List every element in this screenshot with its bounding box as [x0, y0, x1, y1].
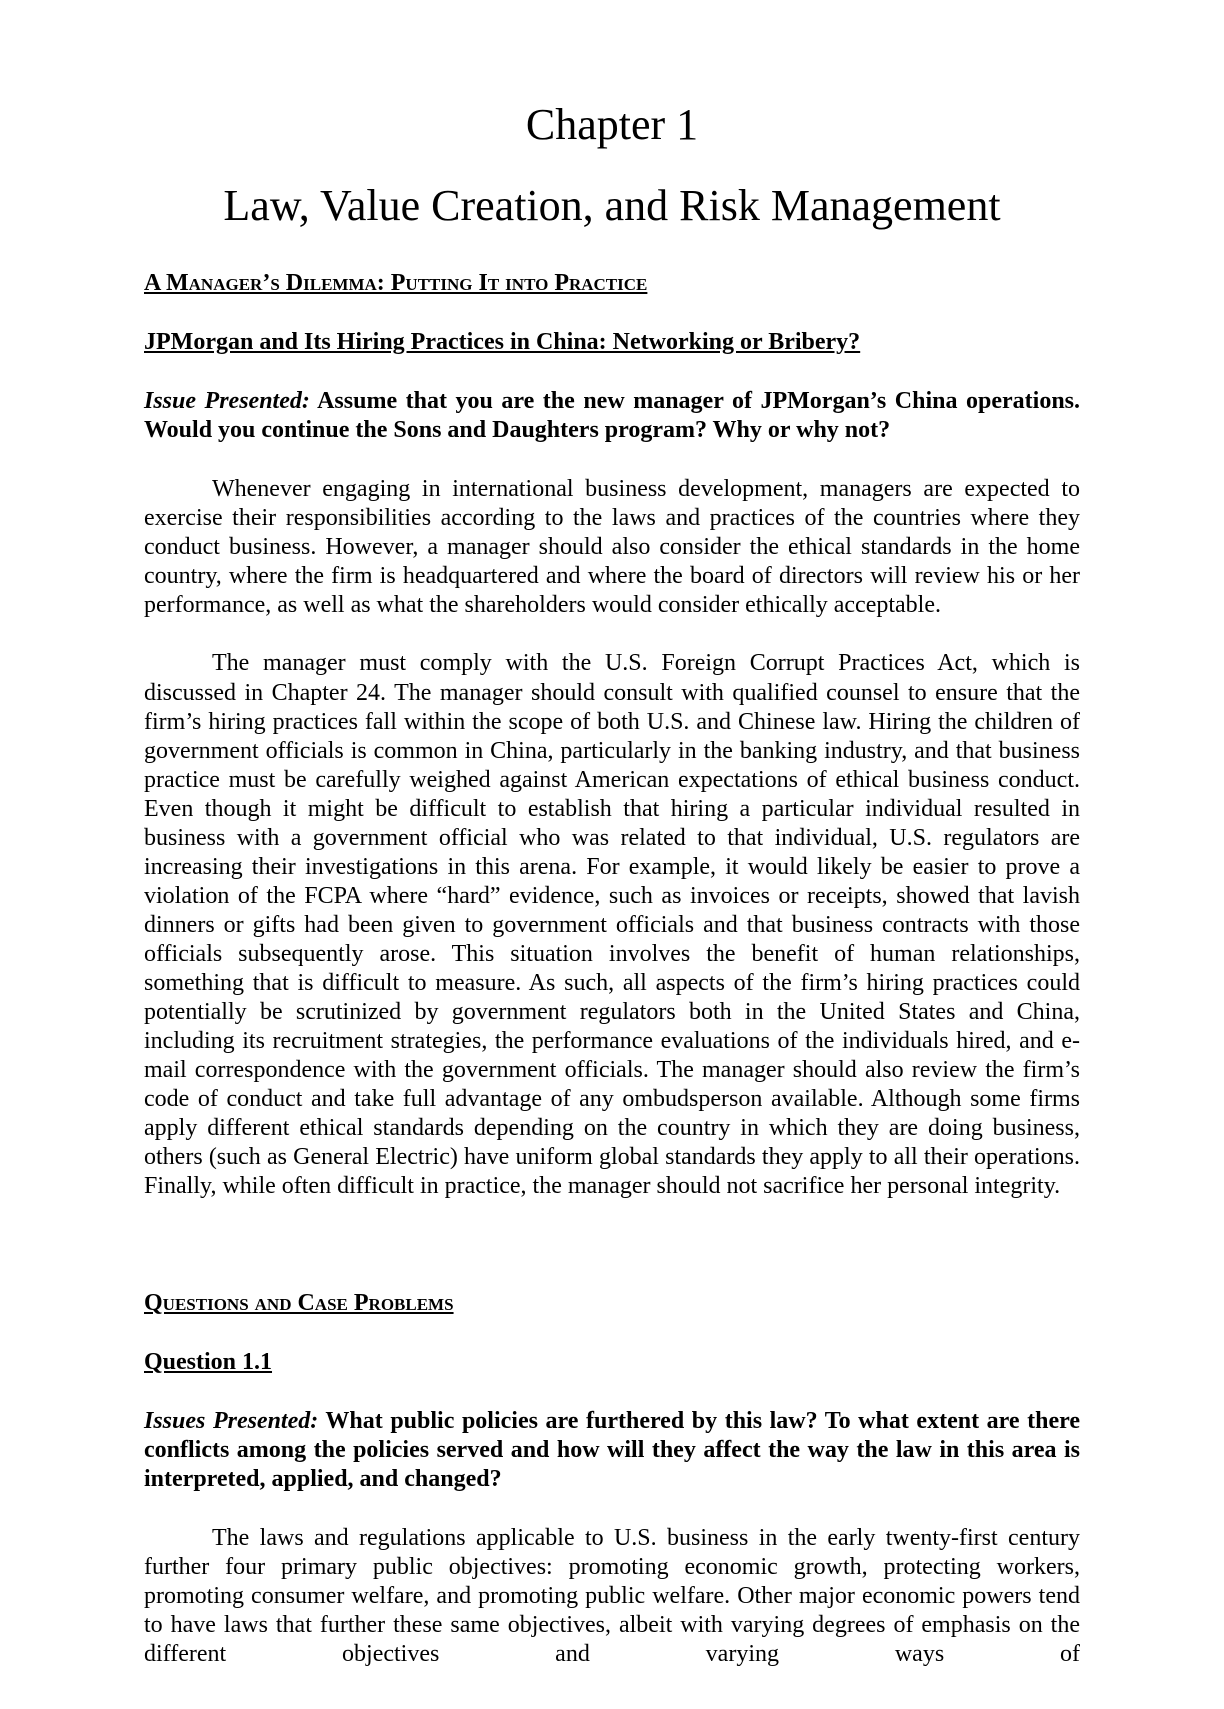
issues-presented-text: What public policies are furthered by this law? To what extent are there conflicts among the policies served and how will they affect the way the law in this area is interpreted, applied, and changed? [144, 1408, 1080, 1493]
paragraph-question-1-1-answer: The laws and regulations applicable to U.S. business in the early twenty-first century further four primary public objectives: promoting economic growth, protecting workers, promoting consumer welfare, and promoting public welfare. Other major economic powers tend to have laws that further these same objectives, albeit with varying degrees of emphasis on the different objectives and varying ways of [144, 1525, 1080, 1668]
subheading-jpmorgan-hiring: JPMorgan and Its Hiring Practices in China: Networking or Bribery? [144, 329, 861, 356]
section-heading-managers-dilemma: A Manager’s Dilemma: Putting It into Practice [144, 270, 648, 297]
issue-presented-paragraph [144, 387, 1080, 445]
section-heading-questions-case-problems: Questions and Case Problems [144, 1290, 454, 1317]
issue-presented-label: Issue Presented: [144, 388, 310, 415]
paragraph-managers-dilemma-2: The manager must comply with the U.S. Foreign Corrupt Practices Act, which is discussed in Chapter 24. The manager should consult with qualified counsel to ensure that the firm’s hiring practices fall within the scope of both U.S. and Chinese law. Hiring the children of government officials is common in China, particularly in the banking industry, and that business practice must be carefully weighed against American expectations of ethical business conduct. Even though it might be difficult to establish that hiring a particular individual resulted in business with a government official who was related to that individual, U.S. regulators are increasing their investigations in this arena. For example, it would likely be easier to prove a violation of the FCPA where “hard” evidence, such as invoices or receipts, showed that lavish dinners or gifts had been given to government officials and that business contracts with those officials subsequently arose. This situation involves the benefit of human relationships, something that is difficult to measure. As such, all aspects of the firm’s hiring practices could potentially be scrutinized by government regulators both in the United States and China, including its recruitment strategies, the performance evaluations of the individuals hired, and e-mail correspondence with the government officials. The manager should also review the firm’s code of conduct and take full advantage of any ombudsperson available. Although some firms apply different ethical standards depending on the country in which they are doing business, others (such as General Electric) have uniform global standards they apply to all their operations. Finally, while often difficult in practice, the manager should not sacrifice her personal integrity. [144, 650, 1080, 1200]
issues-presented-label: Issues Presented: [144, 1408, 319, 1435]
chapter-title: Chapter 1 [525, 100, 699, 149]
paragraph-managers-dilemma-1: Whenever engaging in international business development, managers are expected to exercise their responsibilities according to the laws and practices of the countries where they conduct business. However, a manager should also consider the ethical standards in the home country, where the firm is headquartered and where the board of directors will review his or her performance, as well as what the shareholders would consider ethically acceptable. [144, 476, 1080, 619]
issue-presented-text: Assume that you are the new manager of JPMorgan’s China operations. Would you continue the Sons and Daughters program? Why or why not? [144, 388, 1081, 444]
chapter-subtitle: Law, Value Creation, and Risk Management [223, 180, 1001, 230]
issues-presented-paragraph [144, 1407, 1080, 1494]
question-1-1-heading: Question 1.1 [144, 1349, 273, 1376]
